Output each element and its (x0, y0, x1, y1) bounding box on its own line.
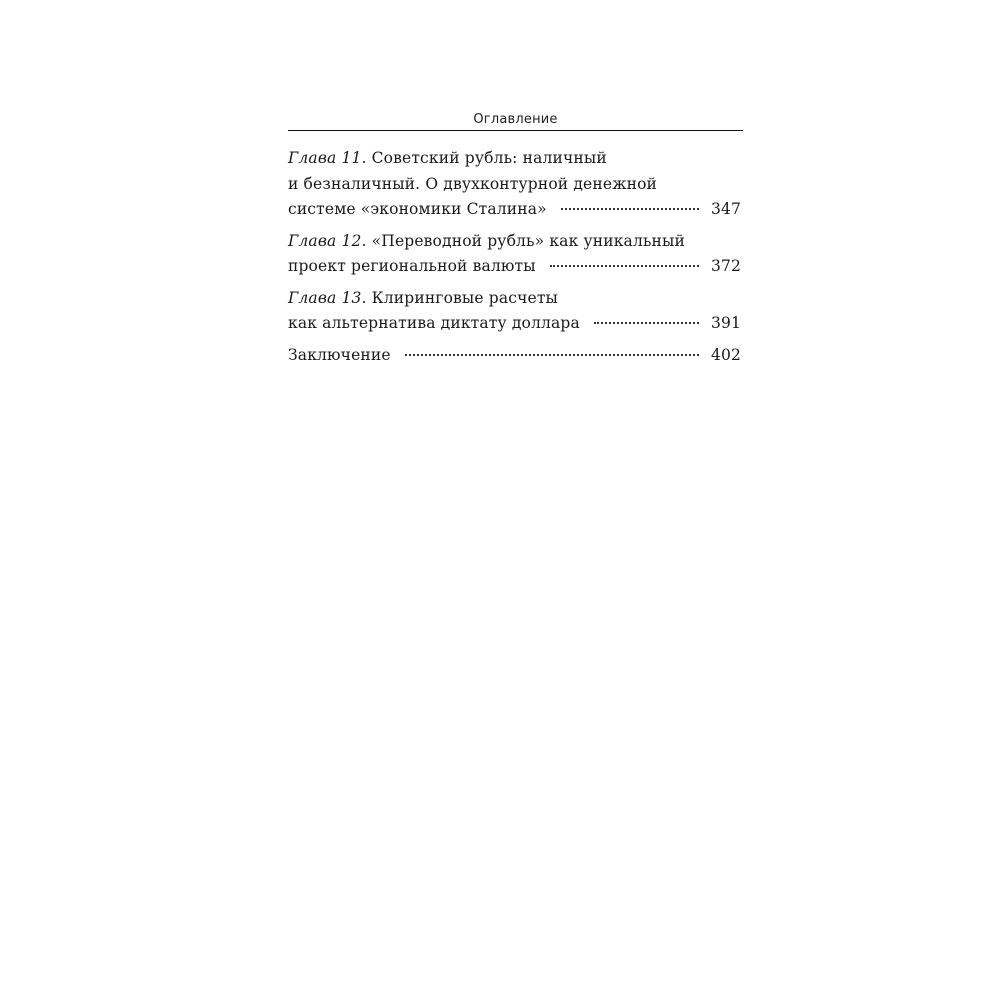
toc-entry-chapter-13[interactable] (288, 286, 741, 337)
toc-line (288, 146, 741, 172)
toc-line (288, 286, 741, 312)
toc-line (288, 311, 741, 337)
chapter-title-part: «Переводной рубль» как уникальный (366, 231, 685, 250)
chapter-label: Глава 13. (288, 288, 367, 307)
page-number: 391 (710, 314, 741, 332)
chapter-title-part: системе «экономики Сталина» (288, 200, 547, 218)
page-number: 372 (710, 257, 741, 275)
toc-line (288, 197, 741, 223)
table-of-contents (288, 146, 741, 374)
chapter-label: Глава 11. (288, 149, 367, 167)
toc-entry-chapter-12[interactable] (288, 229, 741, 280)
dot-leader (561, 208, 699, 210)
chapter-title-part: как альтернатива диктату доллара (288, 314, 580, 332)
dot-leader (405, 354, 699, 356)
page-number: 347 (710, 200, 741, 218)
dot-leader (594, 322, 699, 324)
chapter-title-part: и безналичный. О двухконтурной денежной (288, 174, 658, 193)
toc-line (288, 343, 741, 369)
header-rule (288, 130, 743, 131)
toc-line (288, 254, 741, 280)
chapter-title-part: Клиринговые расчеты (366, 288, 559, 307)
chapter-title-part: проект региональной валюты (288, 257, 536, 275)
chapter-title-part: Советский рубль: наличный (366, 149, 607, 167)
running-header (288, 108, 743, 130)
toc-line (288, 172, 741, 198)
dot-leader (550, 265, 699, 267)
page-number: 402 (710, 345, 741, 364)
chapter-label: Глава 12. (288, 231, 367, 250)
chapter-title-part: Заключение (288, 345, 391, 364)
running-title: Оглавление (473, 112, 558, 127)
toc-entry-conclusion[interactable] (288, 343, 741, 369)
toc-entry-chapter-11[interactable] (288, 146, 741, 223)
toc-line (288, 229, 741, 255)
